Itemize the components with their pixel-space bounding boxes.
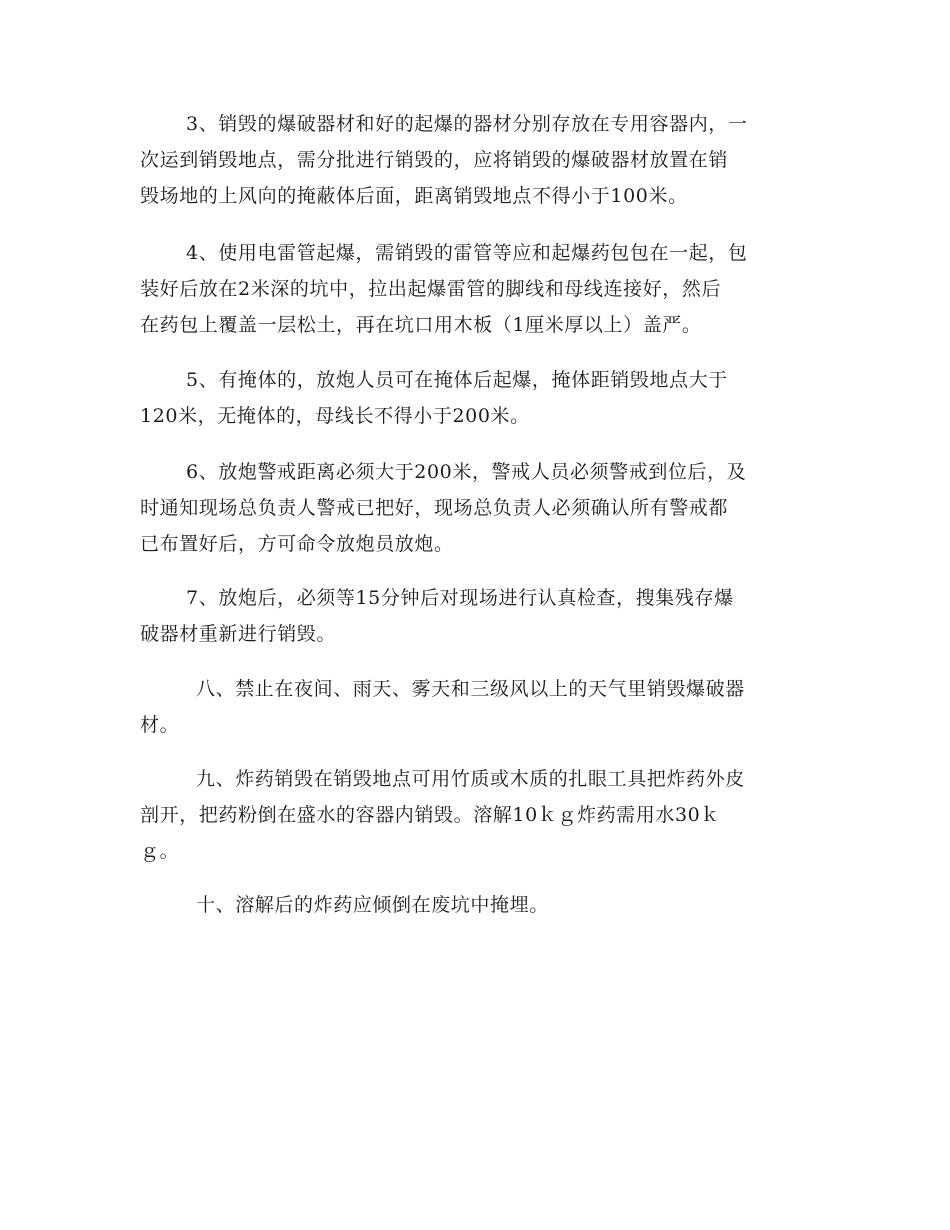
- text-line: 剖开，把药粉倒在盛水的容器内销毁。溶解10ｋｇ炸药需用水30ｋ: [140, 804, 720, 826]
- text-line: 120米，无掩体的，母线长不得小于200米。: [140, 405, 530, 427]
- text-line: 4、使用电雷管起爆，需销毁的雷管等应和起爆药包包在一起，包: [186, 242, 748, 264]
- text-line: 5、有掩体的，放炮人员可在掩体后起爆，掩体距销毁地点大于: [186, 369, 728, 391]
- paragraph-3: [140, 106, 810, 214]
- paragraph-eight: [140, 671, 810, 743]
- text-line: ｇ。: [140, 840, 180, 862]
- text-line: 6、放炮警戒距离必须大于200米，警戒人员必须警戒到位后，及: [186, 461, 747, 483]
- text-line: 材。: [140, 714, 180, 736]
- text-line: 7、放炮后，必须等15分钟后对现场进行认真检查，搜集残存爆: [186, 587, 734, 609]
- text-line: 已布置好后，方可命令放炮员放炮。: [140, 533, 454, 555]
- text-line: 十、溶解后的炸药应倾倒在废坑中掩埋。: [196, 894, 549, 916]
- text-line: 装好后放在2米深的坑中，拉出起爆雷管的脚线和母线连接好，然后: [140, 278, 722, 300]
- text-line: 次运到销毁地点，需分批进行销毁的，应将销毁的爆破器材放置在销: [140, 149, 729, 171]
- text-line: 破器材重新进行销毁。: [140, 623, 337, 645]
- paragraph-5: [140, 362, 810, 434]
- text-line: 在药包上覆盖一层松土，再在坑口用木板（1厘米厚以上）盖严。: [140, 314, 702, 336]
- paragraph-7: [140, 580, 810, 652]
- text-line: 3、销毁的爆破器材和好的起爆的器材分别存放在专用容器内，一: [186, 113, 748, 135]
- paragraph-4: [140, 235, 810, 343]
- text-line: 八、禁止在夜间、雨天、雾天和三级风以上的天气里销毁爆破器: [196, 678, 745, 700]
- text-line: 九、炸药销毁在销毁地点可用竹质或木质的扎眼工具把炸药外皮: [196, 768, 745, 790]
- text-line: 时通知现场总负责人警戒已把好，现场总负责人必须确认所有警戒都: [140, 497, 729, 519]
- paragraph-ten: [140, 887, 810, 923]
- paragraph-nine: [140, 761, 810, 869]
- paragraph-6: [140, 454, 810, 562]
- text-line: 毁场地的上风向的掩蔽体后面，距离销毁地点不得小于100米。: [140, 185, 688, 207]
